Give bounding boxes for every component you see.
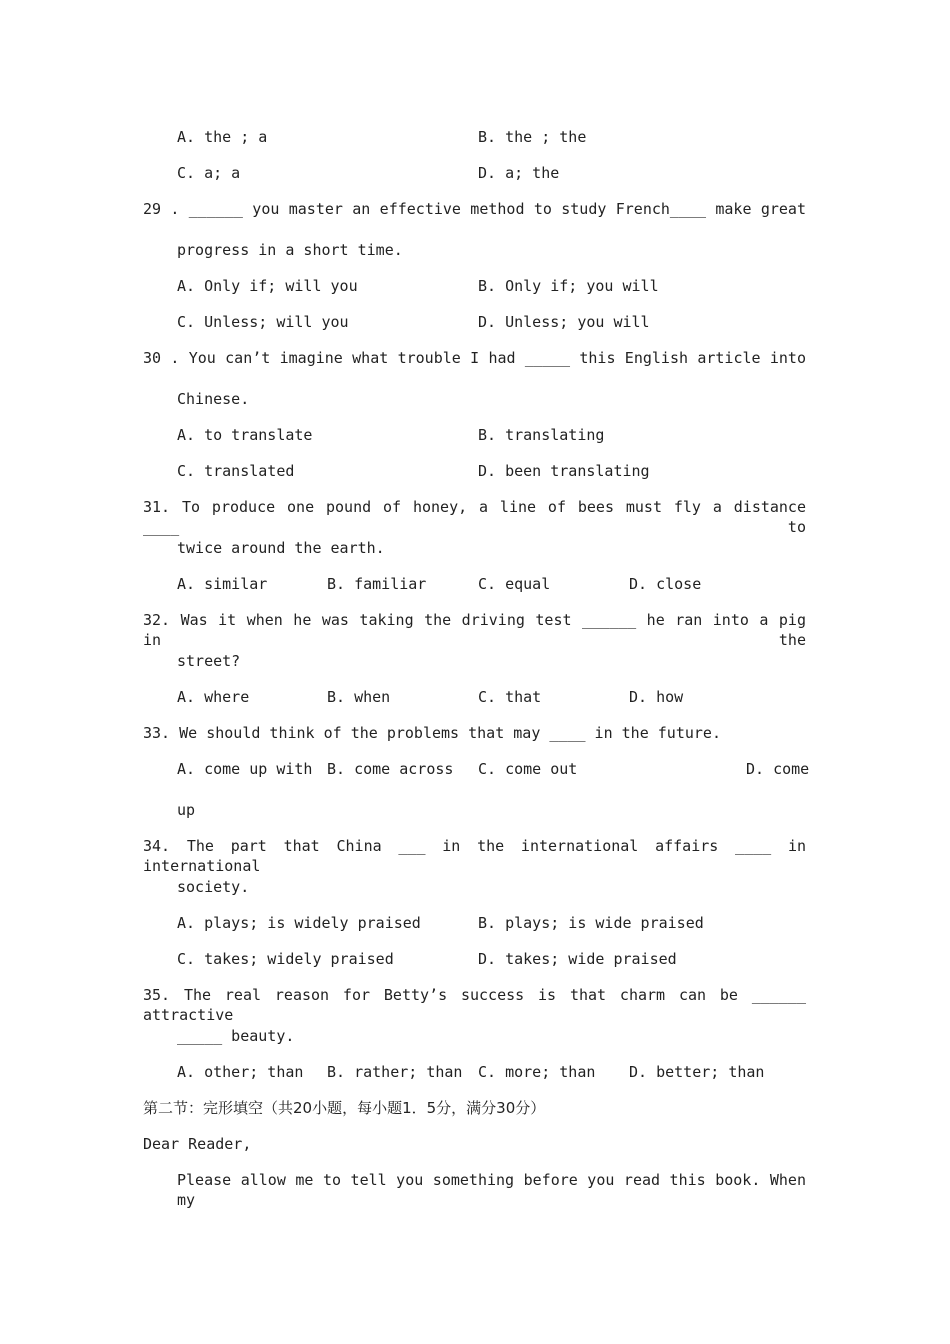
q32-option-c: C. that [478, 688, 542, 706]
q29-option-d: D. Unless; you will [478, 313, 650, 331]
letter-salutation: Dear Reader, [143, 1135, 252, 1153]
q35-option-a: A. other; than [177, 1063, 304, 1081]
q32-option-d: D. how [629, 688, 684, 706]
q31-option-a: A. similar [177, 575, 268, 593]
q29-option-b: B. Only if; you will [478, 277, 659, 295]
q30-stem-line2: Chinese. [177, 390, 250, 408]
q34-option-d: D. takes; wide praised [478, 950, 677, 968]
q33-option-d: D. come [746, 760, 810, 778]
q31-option-b: B. familiar [327, 575, 427, 593]
q33-option-a: A. come up with [177, 760, 313, 778]
q32-stem-line2: street? [177, 652, 241, 670]
q30-option-d: D. been translating [478, 462, 650, 480]
q29-option-c: C. Unless; will you [177, 313, 349, 331]
q33-stem-line1: 33. We should think of the problems that may ____ in the future. [143, 724, 721, 742]
q34-stem-line2: society. [177, 878, 250, 896]
q30-option-c: C. translated [177, 462, 295, 480]
q35-stem-line1: 35. The real reason for Betty’s success is that charm can be ______ attractive [143, 986, 806, 1024]
q34-option-b: B. plays; is wide praised [478, 914, 704, 932]
q31-stem-line2: twice around the earth. [177, 539, 385, 557]
q30-option-b: B. translating [478, 426, 605, 444]
q29-stem-line2: progress in a short time. [177, 241, 403, 259]
q33-option-c: C. come out [478, 760, 578, 778]
q34-stem-line1: 34. The part that China ___ in the international affairs ____ in international [143, 837, 806, 875]
q35-option-c: C. more; than [478, 1063, 596, 1081]
q28-option-a: A. the ; a [177, 128, 268, 146]
section2-heading: 第二节：完形填空（共20小题，每小题1．5分，满分30分） [143, 1099, 546, 1117]
q31-option-c: C. equal [478, 575, 551, 593]
q30-stem-line1: 30 . You can’t imagine what trouble I had _____ this English article into [143, 349, 806, 367]
q32-option-b: B. when [327, 688, 391, 706]
q35-option-b: B. rather; than [327, 1063, 463, 1081]
q31-stem-line1: 31. To produce one pound of honey, a line of bees must fly a distance ____ to [143, 498, 806, 536]
q33-option-d-continued: up [177, 801, 196, 819]
q28-option-c: C. a; a [177, 164, 241, 182]
q29-option-a: A. Only if; will you [177, 277, 358, 295]
letter-paragraph-line1: Please allow me to tell you something before you read this book. When my [177, 1171, 806, 1209]
q35-option-d: D. better; than [629, 1063, 765, 1081]
q28-option-d: D. a; the [478, 164, 560, 182]
q32-stem-line1: 32. Was it when he was taking the driving test ______ he ran into a pig in the [143, 611, 806, 649]
q29-stem-line1: 29 . ______ you master an effective method to study French____ make great [143, 200, 806, 218]
q35-stem-line2: _____ beauty. [177, 1027, 295, 1045]
q34-option-a: A. plays; is widely praised [177, 914, 421, 932]
q31-option-d: D. close [629, 575, 702, 593]
q28-option-b: B. the ; the [478, 128, 587, 146]
q34-option-c: C. takes; widely praised [177, 950, 394, 968]
q32-option-a: A. where [177, 688, 250, 706]
q30-option-a: A. to translate [177, 426, 313, 444]
q33-option-b: B. come across [327, 760, 454, 778]
